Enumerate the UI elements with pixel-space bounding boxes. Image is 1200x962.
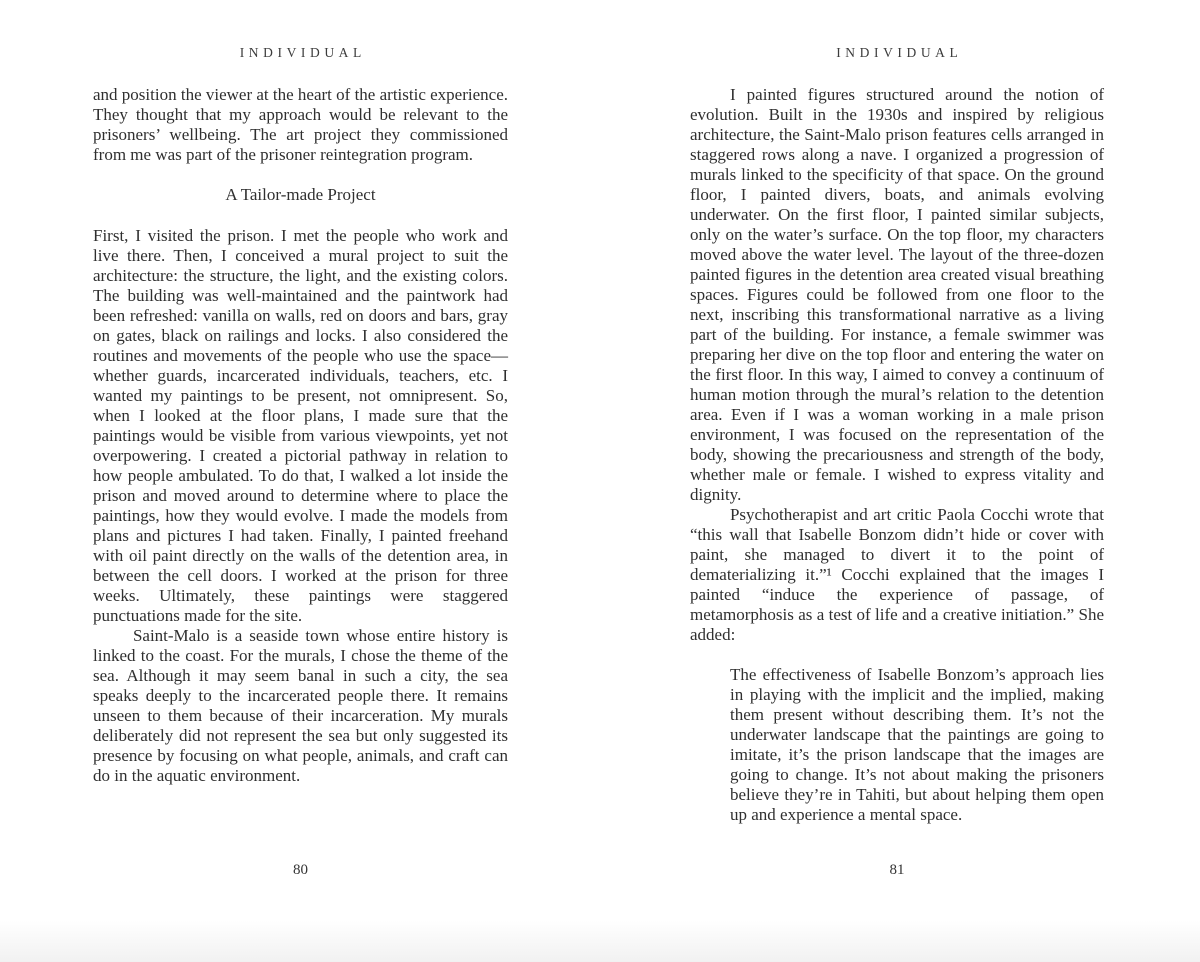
paragraph: First, I visited the prison. I met the people who work and live there. Then, I conceived a mural project to suit the architecture: the structure, the light, and the existing colors. The building was well-maintained and the paintwork had been refreshed: vanilla on walls, red on doors and bars, gray on gates, black on railings and locks. I also considered the routines and movements of the people who use the space—whether guards, incarcerated individuals, teachers, etc. I wanted my paintings to be present, not omnipresent. So, when I looked at the floor plans, I made sure that the paintings would be visible from various viewpoints, yet not overpowering. I created a pictorial pathway in relation to how people ambulated. To do that, I walked a lot inside the prison and moved around to determine where to place the paintings, how they would evolve. I made the models from plans and pictures I had taken. Finally, I painted freehand with oil paint directly on the walls of the detention area, in between the cell doors. I worked at the prison for three weeks. Ultimately, these paintings were staggered punctuations made for the site. bbox=[93, 226, 508, 625]
blockquote: The effectiveness of Isabelle Bonzom’s approach lies in playing with the implicit and the implied, making them present without describing them. It’s not the underwater landscape that the paintings are going to imitate, it’s the prison landscape that the images are going to change. It’s not about making the prisoners believe they’re in Tahiti, but about helping them open up and experience a mental space. bbox=[730, 665, 1104, 824]
paragraph-continuation: and position the viewer at the heart of the artistic experience. They thought that my approach would be relevant to the prisoners’ wellbeing. The art project they commissioned from me was part of the prisoner reintegration program. bbox=[93, 85, 508, 164]
running-header-left: INDIVIDUAL bbox=[239, 45, 366, 60]
page-right bbox=[690, 45, 1104, 962]
page-number-right: 81 bbox=[889, 862, 905, 878]
paragraph: Saint-Malo is a seaside town whose entire history is linked to the coast. For the murals, I chose the theme of the sea. Although it may seem banal in such a city, the sea speaks deeply to the incarcerated people there. It remains unseen to them because of their incarceration. My murals deliberately did not represent the sea but only suggested its presence by focusing on what people, animals, and craft can do in the aquatic environment. bbox=[93, 626, 508, 785]
section-heading: A Tailor-made Project bbox=[225, 185, 376, 204]
page-number-left: 80 bbox=[293, 862, 308, 878]
paragraph: Psychotherapist and art critic Paola Cocchi wrote that “this wall that Isabelle Bonzom didn’t hide or cover with paint, she managed to divert it to the point of dematerializing it.”¹ Cocchi explained that the images I painted “induce the experience of passage, of metamorphosis as a test of life and a creative initiation.” She added: bbox=[690, 505, 1104, 644]
running-header-right: INDIVIDUAL bbox=[836, 45, 963, 60]
page-left bbox=[93, 45, 508, 962]
paragraph: I painted figures structured around the notion of evolution. Built in the 1930s and inspired by religious architecture, the Saint-Malo prison features cells arranged in staggered rows along a nave. I organized a progression of murals linked to the specificity of that space. On the ground floor, I painted divers, boats, and animals evolving underwater. On the first floor, I painted similar subjects, only on the water’s surface. On the top floor, my characters moved above the water level. The layout of the three-dozen painted figures in the detention area created visual breathing spaces. Figures could be followed from one floor to the next, inscribing this transformational narrative as a living part of the building. For instance, a female swimmer was preparing her dive on the top floor and entering the water on the first floor. In this way, I aimed to convey a continuum of human motion through the mural’s relation to the detention area. Even if I was a woman working in a male prison environment, I was focused on the representation of the body, showing the precariousness and strength of the body, whether male or female. I wished to express vitality and dignity. bbox=[690, 85, 1104, 504]
